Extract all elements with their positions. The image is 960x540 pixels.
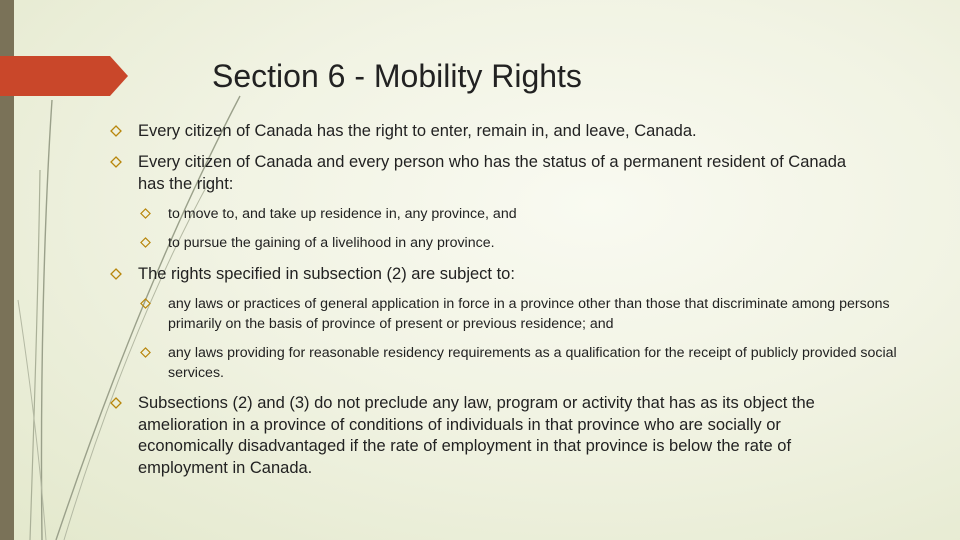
diamond-outline-icon bbox=[138, 344, 168, 358]
diamond-outline-icon bbox=[108, 121, 138, 137]
diamond-outline-icon bbox=[108, 152, 138, 168]
bullet-text: The rights specified in subsection (2) are subject to: bbox=[138, 265, 515, 283]
sub-bullet-text: any laws providing for reasonable residency requirements as a qualification for the receipt of publicly provided social services. bbox=[168, 345, 897, 381]
diamond-outline-icon bbox=[108, 264, 138, 280]
bullet-item bbox=[108, 152, 868, 195]
diamond-outline-icon bbox=[138, 234, 168, 248]
sub-bullet-text: any laws or practices of general application in force in a province other than those that discriminate among persons primarily on the basis of province of present or previous residence; and bbox=[168, 296, 890, 332]
sub-bullet-item bbox=[138, 205, 898, 225]
sub-bullet-item bbox=[138, 344, 898, 383]
bullet-item bbox=[108, 393, 868, 479]
slide-title: Section 6 - Mobility Rights bbox=[212, 58, 582, 94]
diamond-outline-icon bbox=[138, 205, 168, 219]
bullet-item bbox=[108, 121, 868, 143]
diamond-outline-icon bbox=[108, 393, 138, 409]
sub-bullet-text: to move to, and take up residence in, any province, and bbox=[168, 206, 517, 222]
sub-bullet-text: to pursue the gaining of a livelihood in any province. bbox=[168, 235, 495, 251]
bullet-text: Every citizen of Canada and every person who has the status of a permanent resident of Canada has the right: bbox=[138, 153, 847, 193]
bullet-item bbox=[108, 264, 868, 286]
sub-bullet-item bbox=[138, 295, 898, 334]
diamond-outline-icon bbox=[138, 295, 168, 309]
title-accent-flag bbox=[0, 56, 128, 96]
bullet-text: Subsections (2) and (3) do not preclude any law, program or activity that has as its object the amelioration in a province of conditions of individuals in that province who are socially or economically disadvantaged if the rate of employment in that province is below the rate of employment in Canada. bbox=[138, 394, 815, 477]
bullet-text: Every citizen of Canada has the right to enter, remain in, and leave, Canada. bbox=[138, 122, 697, 140]
sub-bullet-item bbox=[138, 234, 898, 254]
